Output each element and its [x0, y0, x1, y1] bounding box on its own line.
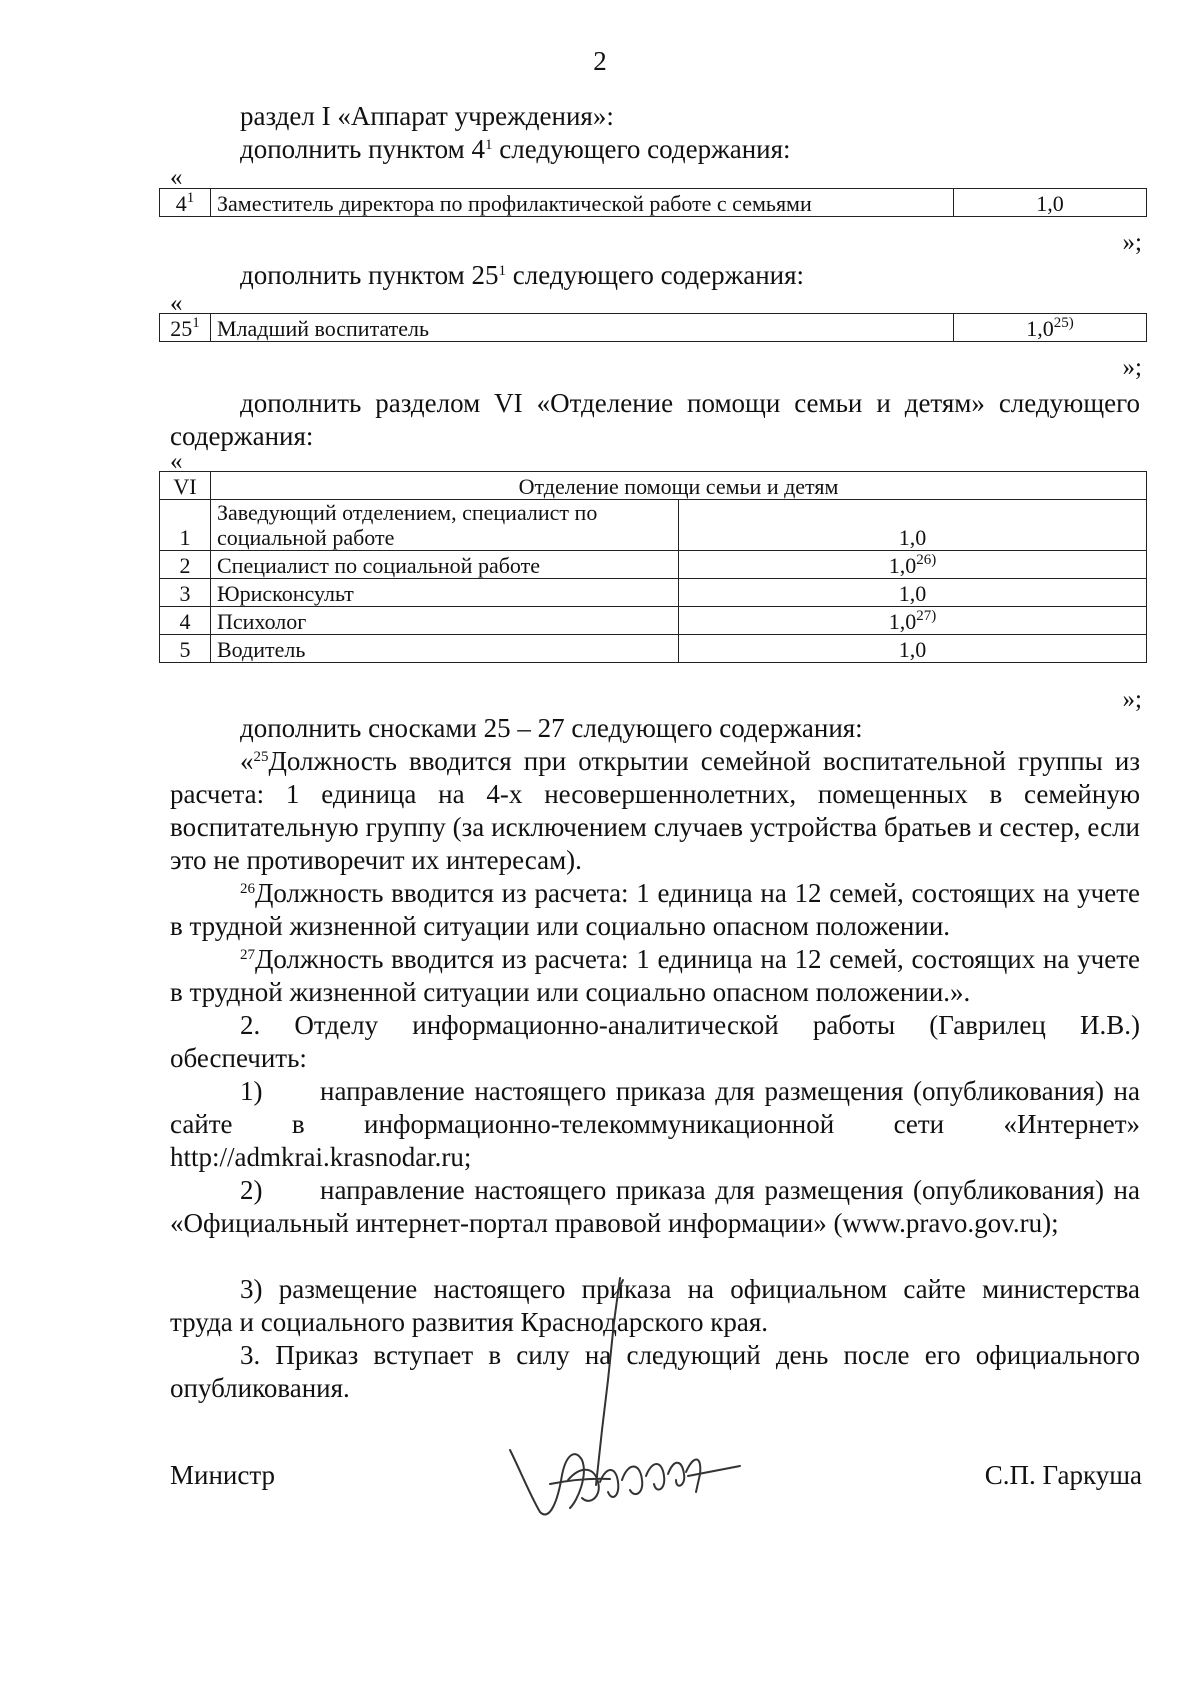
table-row: [160, 314, 1147, 342]
row-number: 4: [160, 607, 211, 635]
section-number: VI: [160, 472, 211, 500]
quote-close: »;: [1122, 229, 1142, 256]
row-value: 1,0$^{27)}$: [679, 607, 1147, 635]
section-line: раздел I «Аппарат учреждения»:: [240, 101, 614, 131]
row-number: 5: [160, 635, 211, 663]
row-value: 1,0: [679, 635, 1147, 663]
row-number: 3: [160, 579, 211, 607]
row-number: $4^1$: [160, 189, 211, 217]
paragraph-3: 3. Приказ вступает в силу на следующий день после его официального опубликования.: [170, 1340, 1140, 1403]
row-value: 1,0$^{25)}$: [954, 314, 1147, 342]
paragraph-2: 2. Отделу информационно-аналитической работы (Гаврилец И.В.) обеспечить:: [170, 1010, 1140, 1073]
list-item: 1) направление настоящего приказа для размещения (опубликования) на сайте в информационно-телекоммуникационной сети «Интернет» http://admkrai.krasnodar.ru;: [170, 1076, 1140, 1172]
table-row: [160, 189, 1147, 217]
handwritten-signature: [490, 1270, 750, 1530]
table-row: [160, 607, 1147, 635]
row-title: Заместитель директора по профилактической работе с семьями: [211, 189, 954, 217]
row-value: 1,0: [954, 189, 1147, 217]
add-item-instruction: дополнить пунктом $25^1$ следующего содержания:: [240, 260, 805, 290]
quote-close: »;: [1122, 354, 1142, 381]
add-section-instruction: дополнить разделом VI «Отделение помощи семьи и детям» следующего содержания:: [170, 388, 1140, 451]
row-title: Водитель: [211, 635, 679, 663]
footnotes-intro: дополнить сносками 25 – 27 следующего содержания:: [240, 713, 863, 743]
signature-position: Министр: [170, 1460, 275, 1490]
row-title: Юрисконсульт: [211, 579, 679, 607]
row-value: 1,0$^{26)}$: [679, 551, 1147, 579]
footnote-26: $^{26}$Должность вводится из расчета: 1 единица на 12 семей, состоящих на учете в трудной жизненной ситуации или социально опасном положении.: [170, 878, 1140, 941]
quote-close: »;: [1122, 686, 1142, 713]
list-item: 2) направление настоящего приказа для размещения (опубликования) на «Официальный интернет-портал правовой информации» (www.pravo.gov.ru);: [170, 1175, 1140, 1238]
quote-open: «: [170, 290, 183, 317]
footnote-27: $^{27}$Должность вводится из расчета: 1 единица на 12 семей, состоящих на учете в трудной жизненной ситуации или социально опасном положении.».: [170, 944, 1140, 1007]
row-title: Специалист по социальной работе: [211, 551, 679, 579]
table-item-25-1: [159, 313, 1147, 342]
section-title: Отделение помощи семьи и детям: [211, 472, 1147, 500]
table-row: [160, 579, 1147, 607]
table-header-row: [160, 472, 1147, 500]
table-section-vi: [159, 471, 1147, 663]
table-item-4-1: [159, 188, 1147, 217]
quote-open: «: [170, 448, 183, 475]
row-number: $25^1$: [160, 314, 211, 342]
row-title: Психолог: [211, 607, 679, 635]
row-value: 1,0: [679, 500, 1147, 551]
row-number: 1: [160, 500, 211, 551]
page-number: 2: [593, 46, 607, 76]
signature-name: С.П. Гаркуша: [984, 1460, 1142, 1490]
list-item: 3) размещение настоящего приказа на официальном сайте министерства труда и социального развития Краснодарского края.: [170, 1274, 1140, 1337]
row-title: Младший воспитатель: [211, 314, 954, 342]
table-row: [160, 551, 1147, 579]
row-number: 2: [160, 551, 211, 579]
add-item-instruction: дополнить пунктом $4^1$ следующего содержания:: [240, 134, 791, 164]
footnote-25: «$^{25}$Должность вводится при открытии семейной воспитательной группы из расчета: 1 единица на 4-х несовершеннолетних, помещенных в семейную воспитательную группу (за исключением случаев устройства братьев и сестер, если это не противоречит их интересам).: [170, 746, 1140, 875]
row-value: 1,0: [679, 579, 1147, 607]
row-title: Заведующий отделением, специалист по социальной работе: [211, 500, 679, 551]
table-row: [160, 500, 1147, 551]
table-row: [160, 635, 1147, 663]
quote-open: «: [170, 164, 183, 191]
